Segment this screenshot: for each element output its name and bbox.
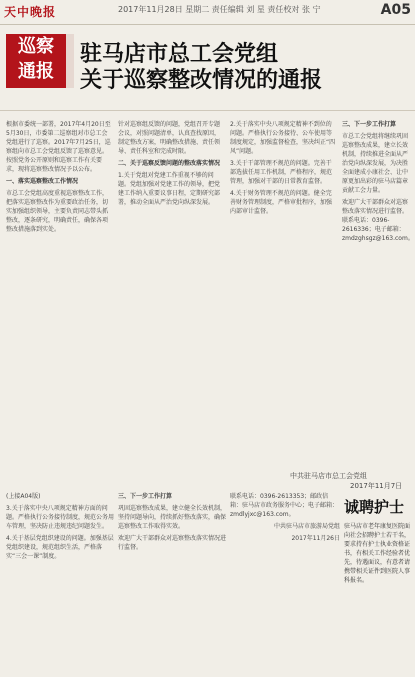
section-heading: 二、关于巡察反馈问题的整改落实情况 bbox=[118, 160, 221, 167]
paragraph: 3.关于干部管理不规范的问题。完善干部选拔任用工作机制，严格程序，规范管理，加强对干部的日常教育监督。 bbox=[230, 160, 333, 185]
paragraph: 欢迎广大干部群众对巡察整改落实情况进行监督。联系电话：0396-2616336；电子邮箱：zmdzghsgz@163.com。 bbox=[342, 199, 414, 242]
paragraph: 市总工会党组高度重视巡察整改工作，把落实巡察整改作为重要政治任务，切实加强组织领导，主要负责同志带头抓整改，逐条研究，明确责任，确保各项整改措施落到实处。 bbox=[6, 190, 109, 233]
body-column-4 bbox=[342, 120, 414, 475]
lower-article-date: 2017年11月26日 bbox=[291, 535, 340, 542]
paragraph: 针对巡察组反馈的问题，党组召开专题会议，对照问题清单，认真查找原因，制定整改方案，明确整改措施、责任领导、责任科室和完成时限。 bbox=[118, 121, 221, 155]
badge-line2: 通报 bbox=[18, 61, 54, 82]
paragraph: 2.关于落实中央八项规定精神不到位的问题。严格执行公务接待、公车使用等制度规定，加强监督检查，坚决纠正“四风”问题。 bbox=[230, 121, 336, 155]
masthead bbox=[0, 0, 415, 25]
paragraph: 巩固巡察整改成果，建立健全长效机制，坚持问题导向，持续抓好整改落实，确保巡察整改工作取得实效。 bbox=[118, 505, 227, 530]
column-badge bbox=[6, 34, 66, 88]
lower-column-middle bbox=[118, 492, 228, 672]
paragraph: 1.关于党组对党建工作重视不够的问题。党组加强对党建工作的领导，把党建工作纳入重要议事日程，定期研究部署，推动全面从严治党向纵深发展。 bbox=[118, 172, 221, 206]
lower-column-left bbox=[6, 492, 114, 672]
job-ad bbox=[344, 498, 410, 668]
headline-line1: 驻马店市总工会党组 bbox=[80, 42, 279, 67]
headline-line2: 关于巡察整改情况的通报 bbox=[80, 68, 323, 93]
body-column-2 bbox=[118, 120, 224, 475]
paragraph: 欢迎广大干部群众对巡察整改落实情况进行监督。 bbox=[118, 535, 227, 551]
header-rule bbox=[0, 110, 415, 111]
paragraph: 4.关于财务管理不规范的问题。健全完善财务管理制度，严格审批程序，加强内部审计监督。 bbox=[230, 190, 333, 215]
job-ad-text: 驻马店市老年康复医院面向社会招聘护士若干名，要求持有护士执业资格证书，有相关工作经验者优先，待遇面议，有意者请携带相关证件到医院人事科报名。 bbox=[344, 523, 411, 584]
section-heading: 三、下一步工作打算 bbox=[118, 493, 173, 500]
continued-note: (上接A04版) bbox=[6, 493, 41, 500]
paragraph: 根据市委统一部署，2017年4月20日至5月30日，市委第二巡察组对市总工会党组进行了巡察。2017年7月25日，巡察组向市总工会党组反馈了巡察意见。按照党务公开原则和巡察工作有关要求，现将巡察整改情况予以公布。 bbox=[6, 121, 111, 173]
headline bbox=[80, 42, 322, 94]
body-column-1 bbox=[6, 120, 112, 475]
article-date: 2017年11月7日 bbox=[350, 482, 403, 490]
lower-article-source: 中共驻马店市旅游局党组 bbox=[273, 523, 340, 530]
badge-line1: 巡察 bbox=[18, 36, 54, 57]
newspaper-logo: 天中晚报 bbox=[4, 5, 57, 19]
paragraph: 3.关于落实中央八项规定精神方面的问题。严格执行公务接待制度，规范公务用车管理，坚决防止违规违纪问题发生。 bbox=[6, 505, 115, 530]
body-column-3 bbox=[230, 120, 336, 475]
page-number: A05 bbox=[380, 2, 411, 18]
lower-column-right bbox=[230, 492, 340, 672]
job-ad-title: 诚聘护士 bbox=[344, 498, 405, 516]
section-heading: 三、下一步工作打算 bbox=[342, 121, 397, 128]
article-source: 中共驻马店市总工会党组 bbox=[290, 472, 367, 480]
paragraph: 4.关于基层党组织建设的问题。加强基层党组织建设，规范组织生活，严格落实“三会一课”制度。 bbox=[6, 535, 114, 560]
paragraph: 联系电话：0396-2613353；邮政信箱：驻马店市政务服务中心；电子邮箱：zmdlyjxc@163.com。 bbox=[230, 493, 339, 518]
badge-edge-strip bbox=[66, 34, 74, 88]
date-line: 2017年11月28日 星期二 责任编辑 刘 星 责任校对 张 宁 bbox=[118, 5, 321, 14]
section-heading: 一、落实巡察整改工作情况 bbox=[6, 178, 79, 185]
paragraph: 市总工会党组将继续巩固巡察整改成果，建立长效机制，持续推进全面从严治党向纵深发展，为决胜全面建成小康社会、让中原更加出彩的驻马店篇章贡献工会力量。 bbox=[342, 133, 409, 194]
